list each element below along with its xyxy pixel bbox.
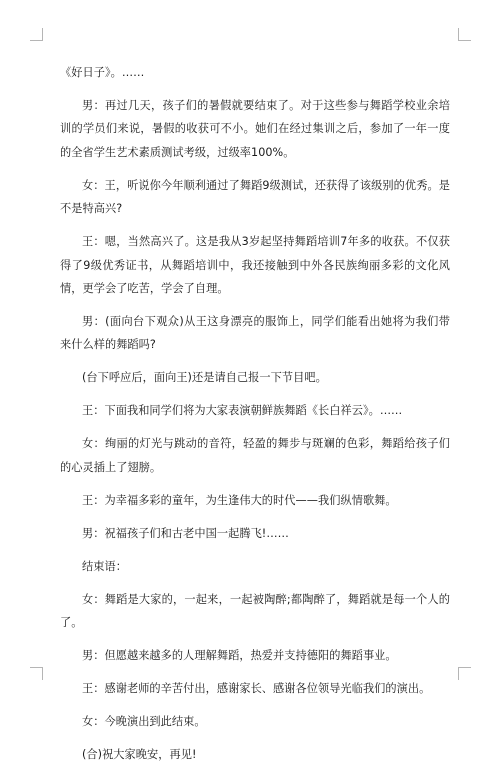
crop-mark-bottom-left	[30, 667, 43, 680]
paragraph-female-closing: 女：舞蹈是大家的，一起来，一起被陶醉;都陶醉了，舞蹈就是每一个人的了。	[60, 592, 450, 630]
paragraph-stage-direction: (台下呼应后，面向王)还是请自己报一下节目吧。	[82, 371, 327, 385]
paragraph-wang-program: 王：下面我和同学们将为大家表演朝鲜族舞蹈《长白祥云》。……	[82, 404, 403, 418]
paragraph-male-blessing: 男：祝福孩子们和古老中国一起腾飞!……	[82, 526, 289, 540]
document-body	[60, 61, 450, 776]
paragraph-closing-heading: 结束语：	[82, 559, 127, 573]
crop-mark-top-left	[30, 28, 43, 41]
paragraph-male-closing: 男：但愿越来越多的人理解舞蹈，热爱并支持德阳的舞蹈事业。	[82, 649, 397, 663]
paragraph-female-lights: 女：绚丽的灯光与跳动的音符，轻盈的舞步与斑斓的色彩，舞蹈给孩子们的心灵插上了翅膀。	[60, 437, 450, 474]
paragraph-female-question: 女：王，听说你今年顺利通过了舞蹈9级测试，还获得了该级别的优秀。是不是特高兴?	[60, 178, 450, 216]
crop-mark-top-right	[458, 28, 471, 41]
paragraph-wang-thanks: 王：感谢老师的辛苦付出，感谢家长、感谢各位领导光临我们的演出。	[82, 682, 431, 696]
paragraph-female-end: 女：今晚演出到此结束。	[82, 715, 206, 729]
paragraph-male-intro: 男：再过几天，孩子们的暑假就要结束了。对于这些参与舞蹈学校业余培训的学员们来说，暑假的收获可不小。她们在经过集训之后，参加了一年一度的全省学生艺术素质测试考级，过级率100%。	[60, 99, 450, 159]
paragraph-farewell: (合)祝大家晚安，再见!	[82, 748, 197, 762]
paragraph-wang-answer: 王：嗯，当然高兴了。这是我从3岁起坚持舞蹈培训7年多的收获。不仅获得了9级优秀证书，从舞蹈培训中，我还接触到中外各民族绚丽多彩的文化风情，更学会了吃苦，学会了自理。	[60, 235, 450, 296]
paragraph-wang-childhood: 王：为幸福多彩的童年，为生逢伟大的时代——我们纵情歌舞。	[82, 493, 397, 507]
paragraph-male-audience: 男：(面向台下观众)从王这身漂亮的服饰上，同学们能看出她将为我们带来什么样的舞蹈吗?	[60, 315, 450, 352]
paragraph-song-title: 《好日子》。……	[60, 66, 145, 79]
crop-mark-bottom-right	[458, 667, 471, 680]
